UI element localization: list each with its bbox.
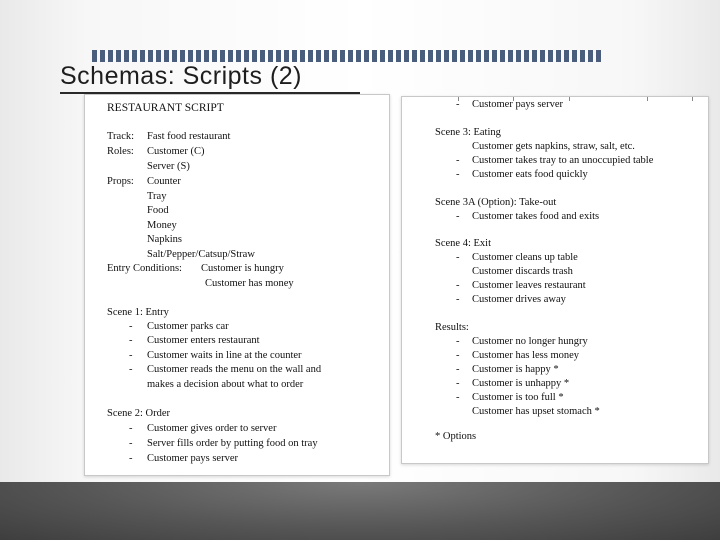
scene3-step: Customer eats food quickly	[472, 169, 588, 180]
list-dash: -	[456, 350, 460, 361]
entry-conditions-label: Entry Conditions:	[107, 263, 182, 274]
decorative-stripe-bar	[92, 50, 604, 62]
results-title: Results:	[435, 322, 469, 333]
result-item: Customer no longer hungry	[472, 336, 588, 347]
options-note: * Options	[435, 431, 477, 442]
track-value: Fast food restaurant	[147, 131, 231, 142]
list-dash: -	[456, 294, 460, 305]
roles-label: Roles:	[107, 146, 134, 157]
scene2-step-continued: Customer pays server	[472, 99, 563, 110]
scene2-title: Scene 2: Order	[107, 408, 170, 419]
result-item: Customer is unhappy *	[472, 378, 570, 389]
list-dash: -	[456, 392, 460, 403]
props-label: Props:	[107, 176, 134, 187]
scene1-step: Customer reads the menu on the wall and	[147, 364, 322, 375]
entry-condition: Customer has money	[205, 278, 294, 289]
scene4-step: Customer drives away	[472, 294, 566, 305]
list-dash: -	[456, 169, 460, 180]
slide-title: Schemas: Scripts (2)	[60, 62, 303, 90]
prop-item: Counter	[147, 176, 181, 187]
scene1-step: Customer waits in line at the counter	[147, 350, 302, 361]
list-dash: -	[456, 99, 460, 110]
list-dash: -	[456, 252, 460, 263]
scene3a-step: Customer takes food and exits	[472, 211, 600, 222]
scene1-step: Customer parks car	[147, 321, 229, 332]
list-dash: -	[456, 364, 460, 375]
scene2-step: Customer gives order to server	[147, 423, 277, 434]
scene1-step-continued: makes a decision about what to order	[147, 379, 304, 390]
list-dash: -	[129, 321, 133, 332]
list-dash: -	[129, 423, 133, 434]
list-dash: -	[129, 335, 133, 346]
script-heading: RESTAURANT SCRIPT	[107, 102, 224, 114]
floor-band	[0, 482, 720, 540]
list-dash: -	[456, 280, 460, 291]
prop-item: Napkins	[147, 234, 182, 245]
list-dash: -	[456, 211, 460, 222]
scene3-title: Scene 3: Eating	[435, 127, 501, 138]
prop-item: Money	[147, 220, 177, 231]
list-dash: -	[129, 364, 133, 375]
result-item: Customer has upset stomach *	[472, 406, 600, 417]
prop-item: Food	[147, 205, 169, 216]
scene1-step: Customer enters restaurant	[147, 335, 260, 346]
prop-item: Salt/Pepper/Catsup/Straw	[147, 249, 255, 260]
scene2-step: Customer pays server	[147, 453, 238, 464]
scene4-step: Customer leaves restaurant	[472, 280, 586, 291]
scene4-step: Customer discards trash	[472, 266, 573, 277]
result-item: Customer is too full *	[472, 392, 564, 403]
table-rule	[647, 97, 648, 101]
list-dash: -	[129, 350, 133, 361]
list-dash: -	[129, 438, 133, 449]
result-item: Customer has less money	[472, 350, 580, 361]
scene3-step: Customer takes tray to an unoccupied table	[472, 155, 654, 166]
list-dash: -	[456, 155, 460, 166]
scene3-step: Customer gets napkins, straw, salt, etc.	[472, 141, 635, 152]
track-label: Track:	[107, 131, 135, 142]
scene4-title: Scene 4: Exit	[435, 238, 491, 249]
prop-item: Tray	[147, 191, 167, 202]
role-item: Server (S)	[147, 161, 190, 172]
scene3a-title: Scene 3A (Option): Take-out	[435, 197, 557, 208]
result-item: Customer is happy *	[472, 364, 559, 375]
list-dash: -	[456, 336, 460, 347]
scene1-title: Scene 1: Entry	[107, 307, 169, 318]
entry-condition: Customer is hungry	[201, 263, 284, 274]
table-rule	[692, 97, 693, 101]
role-item: Customer (C)	[147, 146, 205, 157]
scene2-step: Server fills order by putting food on tray	[147, 438, 318, 449]
list-dash: -	[129, 453, 133, 464]
scene4-step: Customer cleans up table	[472, 252, 578, 263]
list-dash: -	[456, 378, 460, 389]
table-rule	[569, 97, 570, 101]
restaurant-script-page-1	[84, 94, 390, 476]
restaurant-script-page-2	[401, 96, 709, 464]
